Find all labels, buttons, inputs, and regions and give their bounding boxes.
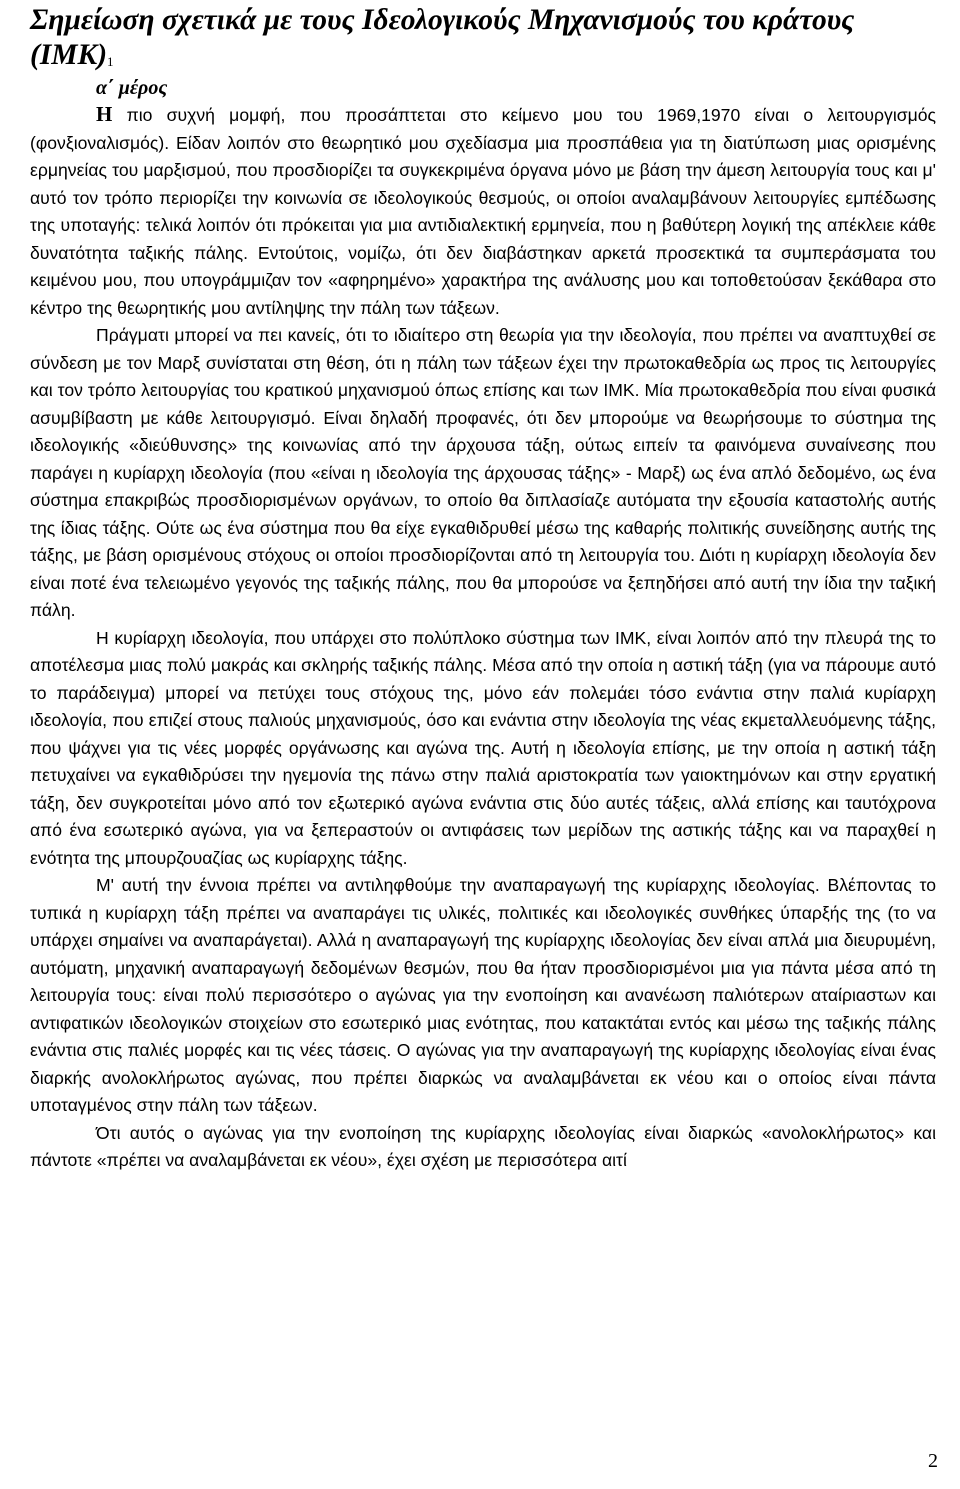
paragraph-2-text: Πράγματι μπορεί να πει κανείς, ότι το ιδιαίτερο στη θεωρία για την ιδεολογία, που πρέπει να αναπτυχθεί σε σύνδεση με τον Μαρξ συνίσταται στη θέση, ότι η πάλη των τάξεων έχει την πρωτοκαθεδρία ως προς τις λειτουργίες και τον τρόπο λειτουργίας του κρατικού μηχανισμού όπως επίσης και των ΙΜΚ. Μία πρωτοκαθεδρία που είναι φυσικά ασυμβίβαστη με κάθε λειτουργισμό. Είναι δηλαδή προφανές, ότι δεν μπορούμε να θεωρήσουμε το σύστημα της ιδεολογικής «διεύθυνσης» της κοινωνίας από την άρχουσα τάξη, ούτως ειπείν τα φαινόμενα συναίνεσης που παράγει η κυρίαρχη ιδεολογία (που «είναι η ιδεολογία της άρχουσας τάξης» - Μαρξ) ως ένα απλό δεδομένο, ως ένα σύστημα επακριβώς προσδιορισμένων οργάνων, το οποίο θα διπλασίαζε αυτόματα την εξουσία καταστολής αυτής της ίδιας τάξης. Ούτε ως ένα σύστημα που θα είχε εγκαθιδρυθεί μέσω της καθαρής πολιτικής συνείδησης αυτής της τάξης, με βάση ορισμένους στόχους οι οποίοι προσδιορίζονται από τη λειτουργία του. Διότι η κυρίαρχη ιδεολογία δεν είναι ποτέ ένα τελειωμένο γεγονός της ταξικής πάλης, που θα μπορούσε να ξεπηδήσει από αυτή την ίδια την ταξική πάλη. (30, 325, 936, 620)
paragraph-5-text: Ότι αυτός ο αγώνας για την ενοποίηση της κυρίαρχης ιδεολογίας είναι διαρκώς «ανολοκλήρωτος» και πάντοτε «πρέπει να αναλαμβάνεται εκ νέου», έχει σχέση με περισσότερα αιτί (30, 1122, 936, 1170)
paragraph-2 (30, 322, 936, 625)
paragraph-1-text: πιο συχνή μομφή, που προσάπτεται στο κείμενο μου του 1969,1970 είναι ο λειτουργισμός (φονξιοναλισμός). Είδαν λοιπόν στο θεωρητικό μου σχεδίασμα μια προσπάθεια για τη διατύπωση μιας ορισμένης ερμηνείας του μαρξισμού, που προσδιορίζει τα συγκεκριμένα όργανα μόνο με βάση την άμεση λειτουργία τους και μ' αυτό τον τρόπο περιορίζει την κοινωνία σε ιδεολογικούς θεσμούς, οι οποίοι αναλαμβάνουν λειτουργίες εμπέδωσης της υποταγής: τελικά λοιπόν ότι πρόκειται για μια αντιδιαλεκτική ερμηνεία, που η βαθύτερη λογική της απέκλειε κάθε δυνατότητα ταξικής πάλης. Εντούτοις, νομίζω, ότι δεν διαβάστηκαν αρκετά προσεκτικά τα συμπεράσματα του κειμένου μου, που υπογράμμιζαν τον «αφηρημένο» χαρακτήρα της ανάλυσης μου και τοποθετούσαν ξεκάθαρα στο κέντρο της θεωρητικής μου αντίληψης την πάλη των τάξεων. (30, 105, 936, 318)
document-title (30, 0, 936, 73)
footnote-mark[interactable]: 1 (107, 54, 114, 69)
paragraph-1-lead-letter: Η (96, 102, 113, 126)
part-label: α΄ μέρος (96, 77, 168, 99)
page-number: 2 (928, 1450, 938, 1472)
paragraph-3 (30, 625, 936, 873)
document-title-text: Σημείωση σχετικά με τους Ιδεολογικούς Μηχανισμούς του κράτους (ΙΜΚ) (30, 4, 855, 71)
paragraph-5 (30, 1120, 936, 1175)
body-text (30, 101, 936, 1175)
paragraph-3-text: Η κυρίαρχη ιδεολογία, που υπάρχει στο πολύπλοκο σύστημα των ΙΜΚ, είναι λοιπόν από την πλευρά της το αποτέλεσμα μιας πολύ μακράς και σκληρής ταξικής πάλης. Μέσα από την οποία η αστική τάξη (για να πάρουμε αυτό το παράδειγμα) μπορεί να πετύχει τους στόχους της, μόνο εάν πολεμάει τόσο ενάντια στην παλιά κυρίαρχη ιδεολογία, που επιζεί στους παλιούς μηχανισμούς, όσο και ενάντια στην ιδεολογία της νέας εκμεταλλευόμενης τάξης, που ψάχνει για τις νέες μορφές οργάνωσης και αγώνα της. Αυτή η ιδεολογία επίσης, με την οποία η αστική τάξη πετυχαίνει να εγκαθιδρύσει την ηγεμονία της πάνω στην παλιά αριστοκρατία των γαιοκτημόνων και στην εργατική τάξη, δεν συγκροτείται μόνο από τον εξωτερικό αγώνα ενάντια στις δύο αυτές τάξεις, αλλά επίσης και ταυτόχρονα από ένα εσωτερικό αγώνα, για να ξεπεραστούν οι αντιφάσεις των μερίδων της αστικής τάξης και να παραχθεί η ενότητα της μπουρζουαζίας ως κυρίαρχης τάξης. (30, 627, 936, 868)
paragraph-4 (30, 872, 936, 1120)
paragraph-1 (30, 101, 936, 322)
paragraph-4-text: Μ' αυτή την έννοια πρέπει να αντιληφθούμε την αναπαραγωγή της κυρίαρχης ιδεολογίας. Βλέποντας το τυπικά η κυρίαρχη τάξη πρέπει να αναπαράγει τις υλικές, πολιτικές και ιδεολογικές συνθήκες ύπαρξής της (το να υπάρχει σημαίνει να αναπαράγεται). Αλλά η αναπαραγωγή της κυρίαρχης ιδεολογίας δεν είναι απλά μια διευρυμένη, αυτόματη, μηχανική αναπαραγωγή δεδομένων θεσμών, που θα ήταν προσδιορισμένοι μια για πάντα μέσα από τη λειτουργία τους: είναι πολύ περισσότερο ο αγώνας για την ενοποίηση και ανανέωση παλιότερων αταίριαστων και αντιφατικών ιδεολογικών στοιχείων στο εσωτερικό μιας ενότητας, που κατακτάται εντός και μέσω της ταξικής πάλης ενάντια στις παλιές μορφές και τις νέες τάσεις. Ο αγώνας για την αναπαραγωγή της κυρίαρχης ιδεολογίας είναι ένας διαρκής ανολοκλήρωτος αγώνας, που πρέπει διαρκώς να αναλαμβάνεται εκ νέου και ο οποίος είναι πάντα υποταγμένος στην πάλη των τάξεων. (30, 875, 936, 1115)
document-page (30, 0, 936, 1175)
